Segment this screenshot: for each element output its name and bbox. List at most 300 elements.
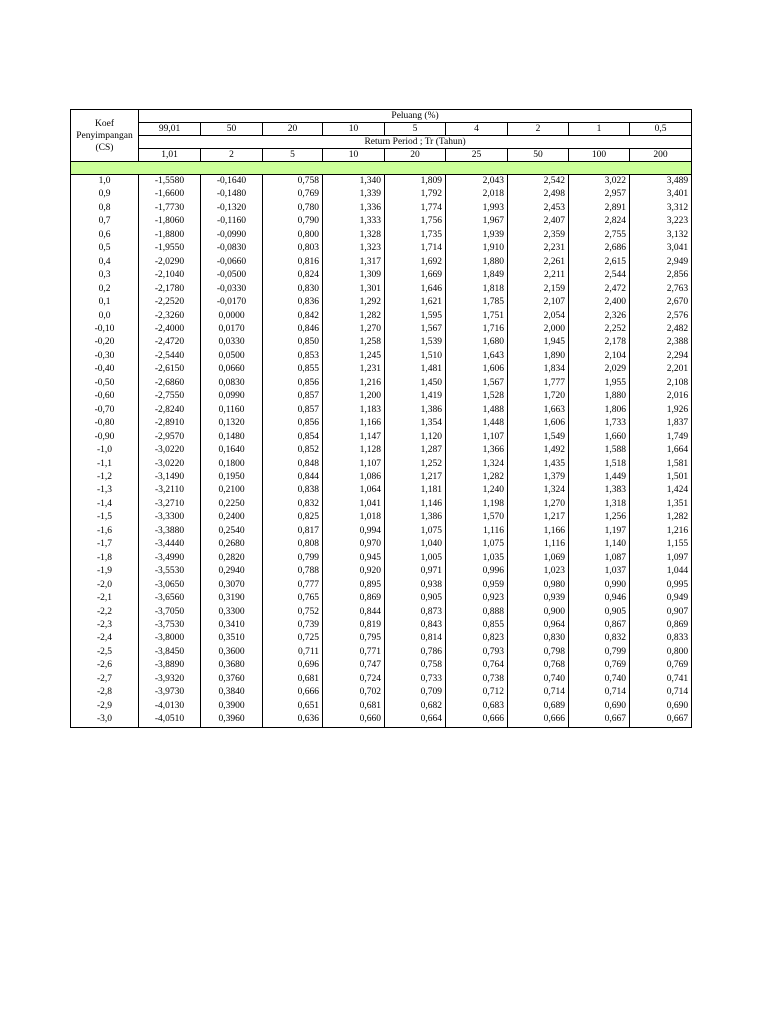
k-value-cell: 1,041 bbox=[323, 498, 385, 511]
k-value-cell: 0,666 bbox=[508, 713, 569, 727]
k-value-cell: 0,846 bbox=[263, 323, 323, 336]
k-value-cell: 0,724 bbox=[323, 673, 385, 686]
k-value-cell: 0,853 bbox=[263, 350, 323, 363]
k-value-cell: 2,108 bbox=[630, 377, 692, 390]
k-value-cell: 0,786 bbox=[385, 646, 446, 659]
k-value-cell: 1,581 bbox=[630, 458, 692, 471]
k-value-cell: -3,0650 bbox=[139, 579, 201, 592]
k-value-cell: 1,075 bbox=[385, 525, 446, 538]
k-value-cell: -0,0330 bbox=[201, 283, 263, 296]
k-value-cell: -3,9730 bbox=[139, 686, 201, 699]
k-value-cell: -0,0660 bbox=[201, 256, 263, 269]
k-value-cell: 1,993 bbox=[446, 202, 508, 215]
table-row bbox=[71, 229, 692, 242]
k-value-cell: 0,769 bbox=[569, 659, 630, 672]
k-value-cell: 0,758 bbox=[263, 175, 323, 189]
k-value-cell: 0,814 bbox=[385, 632, 446, 645]
k-value-cell: 0,777 bbox=[263, 579, 323, 592]
peluang-value-cell: 50 bbox=[201, 123, 263, 136]
k-value-cell: 1,510 bbox=[385, 350, 446, 363]
table-row bbox=[71, 592, 692, 605]
table-row bbox=[71, 310, 692, 323]
k-value-cell: 1,140 bbox=[569, 538, 630, 551]
k-value-cell: 3,312 bbox=[630, 202, 692, 215]
cs-value-cell: 0,0 bbox=[71, 310, 139, 323]
table-row bbox=[71, 215, 692, 228]
k-value-cell: 0,2820 bbox=[201, 552, 263, 565]
k-value-cell: 0,857 bbox=[263, 404, 323, 417]
k-value-cell: 0,964 bbox=[508, 619, 569, 632]
k-value-cell: 0,854 bbox=[263, 431, 323, 444]
table-row bbox=[71, 188, 692, 201]
k-value-cell: 0,798 bbox=[508, 646, 569, 659]
k-value-cell: 0,800 bbox=[263, 229, 323, 242]
k-value-cell: 1,606 bbox=[446, 363, 508, 376]
k-value-cell: -3,3300 bbox=[139, 511, 201, 524]
k-value-cell: 1,910 bbox=[446, 242, 508, 255]
k-value-cell: 0,714 bbox=[569, 686, 630, 699]
k-value-cell: 0,844 bbox=[263, 471, 323, 484]
table-row bbox=[71, 511, 692, 524]
table-row bbox=[71, 552, 692, 565]
k-value-cell: -3,2110 bbox=[139, 484, 201, 497]
k-value-cell: -2,5440 bbox=[139, 350, 201, 363]
k-value-cell: 1,890 bbox=[508, 350, 569, 363]
k-value-cell: -1,8800 bbox=[139, 229, 201, 242]
k-value-cell: 1,181 bbox=[385, 484, 446, 497]
k-value-cell: 0,905 bbox=[385, 592, 446, 605]
k-value-cell: 1,107 bbox=[446, 431, 508, 444]
k-value-cell: 1,323 bbox=[323, 242, 385, 255]
k-value-cell: 1,774 bbox=[385, 202, 446, 215]
k-value-cell: 0,855 bbox=[446, 619, 508, 632]
k-value-cell: 0,888 bbox=[446, 606, 508, 619]
k-value-cell: 1,720 bbox=[508, 390, 569, 403]
cs-value-cell: -2,1 bbox=[71, 592, 139, 605]
table-row bbox=[71, 484, 692, 497]
k-value-cell: 1,258 bbox=[323, 336, 385, 349]
cs-value-cell: -1,6 bbox=[71, 525, 139, 538]
cs-value-cell: -0,10 bbox=[71, 323, 139, 336]
k-value-cell: -3,3880 bbox=[139, 525, 201, 538]
k-value-cell: 1,035 bbox=[446, 552, 508, 565]
k-value-cell: 0,681 bbox=[323, 700, 385, 713]
k-value-cell: 1,643 bbox=[446, 350, 508, 363]
k-value-cell: 1,270 bbox=[508, 498, 569, 511]
k-value-cell: -2,6150 bbox=[139, 363, 201, 376]
k-value-cell: 1,354 bbox=[385, 417, 446, 430]
k-value-cell: -0,1160 bbox=[201, 215, 263, 228]
k-value-cell: 0,780 bbox=[263, 202, 323, 215]
k-value-cell: -3,9320 bbox=[139, 673, 201, 686]
k-value-cell: 1,287 bbox=[385, 444, 446, 457]
k-value-cell: 0,900 bbox=[508, 606, 569, 619]
k-value-cell: 2,482 bbox=[630, 323, 692, 336]
k-value-cell: 0,994 bbox=[323, 525, 385, 538]
k-value-cell: 0,709 bbox=[385, 686, 446, 699]
k-value-cell: 0,771 bbox=[323, 646, 385, 659]
k-value-cell: 0,895 bbox=[323, 579, 385, 592]
k-value-cell: 0,747 bbox=[323, 659, 385, 672]
table-row bbox=[71, 242, 692, 255]
k-value-cell: 2,178 bbox=[569, 336, 630, 349]
k-value-cell: 1,606 bbox=[508, 417, 569, 430]
k-value-cell: -2,9570 bbox=[139, 431, 201, 444]
k-value-cell: 1,379 bbox=[508, 471, 569, 484]
k-value-cell: 0,838 bbox=[263, 484, 323, 497]
k-value-cell: 2,000 bbox=[508, 323, 569, 336]
cs-value-cell: -2,2 bbox=[71, 606, 139, 619]
k-value-cell: -3,2710 bbox=[139, 498, 201, 511]
k-value-cell: 1,756 bbox=[385, 215, 446, 228]
table-row bbox=[71, 686, 692, 699]
k-value-cell: 1,383 bbox=[569, 484, 630, 497]
k-value-cell: 1,128 bbox=[323, 444, 385, 457]
k-value-cell: 0,808 bbox=[263, 538, 323, 551]
k-value-cell: -2,0290 bbox=[139, 256, 201, 269]
k-value-cell: 1,567 bbox=[385, 323, 446, 336]
k-value-cell: 0,869 bbox=[323, 592, 385, 605]
k-value-cell: 1,692 bbox=[385, 256, 446, 269]
cs-value-cell: 0,7 bbox=[71, 215, 139, 228]
k-value-cell: 1,292 bbox=[323, 296, 385, 309]
peluang-value-cell: 10 bbox=[323, 123, 385, 136]
cs-value-cell: 0,6 bbox=[71, 229, 139, 242]
k-value-cell: -0,0170 bbox=[201, 296, 263, 309]
k-value-cell: 1,663 bbox=[508, 404, 569, 417]
return-period-values-row bbox=[71, 149, 692, 162]
k-value-cell: 1,217 bbox=[385, 471, 446, 484]
k-value-cell: 0,824 bbox=[263, 269, 323, 282]
k-value-cell: 0,765 bbox=[263, 592, 323, 605]
k-value-cell: 0,0330 bbox=[201, 336, 263, 349]
table-row bbox=[71, 296, 692, 309]
return-period-value-cell: 25 bbox=[446, 149, 508, 162]
peluang-header: Peluang (%) bbox=[139, 110, 692, 123]
table-row bbox=[71, 713, 692, 727]
k-value-cell: 2,544 bbox=[569, 269, 630, 282]
k-value-cell: 1,481 bbox=[385, 363, 446, 376]
k-value-cell: 0,1950 bbox=[201, 471, 263, 484]
peluang-value-cell: 2 bbox=[508, 123, 569, 136]
k-value-cell: 1,200 bbox=[323, 390, 385, 403]
k-value-cell: -3,0220 bbox=[139, 444, 201, 457]
k-value-cell: -0,0990 bbox=[201, 229, 263, 242]
k-value-cell: 0,1320 bbox=[201, 417, 263, 430]
return-period-value-cell: 200 bbox=[630, 149, 692, 162]
k-value-cell: 1,880 bbox=[446, 256, 508, 269]
k-value-cell: 1,570 bbox=[446, 511, 508, 524]
cs-value-cell: 0,9 bbox=[71, 188, 139, 201]
k-value-cell: 1,005 bbox=[385, 552, 446, 565]
k-value-cell: 1,386 bbox=[385, 511, 446, 524]
k-value-cell: 1,166 bbox=[323, 417, 385, 430]
k-value-cell: 0,823 bbox=[446, 632, 508, 645]
k-value-cell: 0,946 bbox=[569, 592, 630, 605]
k-value-cell: 0,920 bbox=[323, 565, 385, 578]
table-row bbox=[71, 673, 692, 686]
k-value-cell: 1,818 bbox=[446, 283, 508, 296]
k-value-cell: -3,1490 bbox=[139, 471, 201, 484]
table-row bbox=[71, 444, 692, 457]
cs-value-cell: -0,20 bbox=[71, 336, 139, 349]
k-value-cell: 1,336 bbox=[323, 202, 385, 215]
k-value-cell: 1,386 bbox=[385, 404, 446, 417]
k-value-cell: 0,848 bbox=[263, 458, 323, 471]
k-value-cell: 3,132 bbox=[630, 229, 692, 242]
cs-value-cell: -2,9 bbox=[71, 700, 139, 713]
k-value-cell: 0,741 bbox=[630, 673, 692, 686]
k-value-cell: 1,324 bbox=[446, 458, 508, 471]
k-value-cell: 2,359 bbox=[508, 229, 569, 242]
cs-value-cell: -0,50 bbox=[71, 377, 139, 390]
k-value-cell: 1,166 bbox=[508, 525, 569, 538]
header-row-return-period bbox=[71, 136, 692, 149]
cs-value-cell: 0,3 bbox=[71, 269, 139, 282]
table-row bbox=[71, 619, 692, 632]
k-value-cell: 1,837 bbox=[630, 417, 692, 430]
k-value-cell: 1,217 bbox=[508, 511, 569, 524]
table-body bbox=[71, 175, 692, 728]
k-value-cell: -3,5530 bbox=[139, 565, 201, 578]
k-value-cell: 1,037 bbox=[569, 565, 630, 578]
k-value-cell: 1,664 bbox=[630, 444, 692, 457]
k-value-cell: 3,223 bbox=[630, 215, 692, 228]
k-value-cell: 0,660 bbox=[323, 713, 385, 727]
table-row bbox=[71, 390, 692, 403]
k-value-cell: 0,3760 bbox=[201, 673, 263, 686]
k-value-cell: 0,817 bbox=[263, 525, 323, 538]
k-value-cell: 1,549 bbox=[508, 431, 569, 444]
table-row bbox=[71, 632, 692, 645]
k-value-cell: 0,1640 bbox=[201, 444, 263, 457]
k-value-cell: 1,939 bbox=[446, 229, 508, 242]
k-value-cell: 2,107 bbox=[508, 296, 569, 309]
k-value-cell: 0,758 bbox=[385, 659, 446, 672]
k-value-cell: 1,660 bbox=[569, 431, 630, 444]
k-value-cell: 1,231 bbox=[323, 363, 385, 376]
k-value-cell: 1,245 bbox=[323, 350, 385, 363]
k-value-cell: -0,1320 bbox=[201, 202, 263, 215]
table-row bbox=[71, 363, 692, 376]
k-value-cell: 2,498 bbox=[508, 188, 569, 201]
k-value-cell: 1,809 bbox=[385, 175, 446, 189]
cs-value-cell: -2,3 bbox=[71, 619, 139, 632]
table-row bbox=[71, 256, 692, 269]
cs-value-cell: -2,7 bbox=[71, 673, 139, 686]
k-value-cell: 1,680 bbox=[446, 336, 508, 349]
table-row bbox=[71, 659, 692, 672]
k-value-cell: 0,819 bbox=[323, 619, 385, 632]
k-value-cell: 1,120 bbox=[385, 431, 446, 444]
table-row bbox=[71, 538, 692, 551]
k-value-cell: 1,339 bbox=[323, 188, 385, 201]
k-value-cell: 2,824 bbox=[569, 215, 630, 228]
k-value-cell: 1,270 bbox=[323, 323, 385, 336]
k-value-cell: 0,873 bbox=[385, 606, 446, 619]
cs-value-cell: -0,30 bbox=[71, 350, 139, 363]
k-value-cell: 0,907 bbox=[630, 606, 692, 619]
k-value-cell: 0,856 bbox=[263, 377, 323, 390]
k-value-cell: 1,351 bbox=[630, 498, 692, 511]
k-value-cell: 1,419 bbox=[385, 390, 446, 403]
table-row bbox=[71, 579, 692, 592]
k-value-cell: 0,740 bbox=[508, 673, 569, 686]
k-value-cell: 0,856 bbox=[263, 417, 323, 430]
k-value-cell: 0,3190 bbox=[201, 592, 263, 605]
cs-label-line1: Koef bbox=[95, 118, 114, 129]
k-value-cell: 1,282 bbox=[446, 471, 508, 484]
k-value-cell: -2,8240 bbox=[139, 404, 201, 417]
k-value-cell: 0,790 bbox=[263, 215, 323, 228]
cs-value-cell: -1,9 bbox=[71, 565, 139, 578]
k-value-cell: 1,501 bbox=[630, 471, 692, 484]
k-value-cell: 1,282 bbox=[630, 511, 692, 524]
k-value-cell: 1,252 bbox=[385, 458, 446, 471]
header-row-peluang bbox=[71, 110, 692, 123]
k-value-cell: 0,939 bbox=[508, 592, 569, 605]
k-value-cell: 0,2100 bbox=[201, 484, 263, 497]
k-value-cell: 1,588 bbox=[569, 444, 630, 457]
k-value-cell: 2,231 bbox=[508, 242, 569, 255]
k-value-cell: 0,800 bbox=[630, 646, 692, 659]
k-value-cell: -3,4990 bbox=[139, 552, 201, 565]
k-value-cell: 2,029 bbox=[569, 363, 630, 376]
cs-value-cell: -1,8 bbox=[71, 552, 139, 565]
k-value-cell: 1,155 bbox=[630, 538, 692, 551]
k-value-cell: 1,751 bbox=[446, 310, 508, 323]
k-value-cell: -3,8000 bbox=[139, 632, 201, 645]
k-value-cell: 2,388 bbox=[630, 336, 692, 349]
return-period-value-cell: 50 bbox=[508, 149, 569, 162]
k-value-cell: 1,198 bbox=[446, 498, 508, 511]
k-value-cell: 0,830 bbox=[508, 632, 569, 645]
k-value-cell: 1,806 bbox=[569, 404, 630, 417]
k-value-cell: -1,6600 bbox=[139, 188, 201, 201]
k-value-cell: 1,735 bbox=[385, 229, 446, 242]
k-value-cell: 2,018 bbox=[446, 188, 508, 201]
cs-value-cell: -0,40 bbox=[71, 363, 139, 376]
table-row bbox=[71, 606, 692, 619]
cs-value-cell: -3,0 bbox=[71, 713, 139, 727]
peluang-value-cell: 20 bbox=[263, 123, 323, 136]
highlight-band bbox=[71, 162, 692, 175]
k-value-cell: 2,054 bbox=[508, 310, 569, 323]
k-value-cell: 0,1800 bbox=[201, 458, 263, 471]
k-value-cell: -4,0130 bbox=[139, 700, 201, 713]
k-value-cell: 1,621 bbox=[385, 296, 446, 309]
k-value-cell: 0,696 bbox=[263, 659, 323, 672]
cs-value-cell: -1,0 bbox=[71, 444, 139, 457]
k-value-cell: 0,725 bbox=[263, 632, 323, 645]
table-row bbox=[71, 700, 692, 713]
k-value-cell: -0,1640 bbox=[201, 175, 263, 189]
cs-value-cell: -1,4 bbox=[71, 498, 139, 511]
table-row bbox=[71, 202, 692, 215]
table-row bbox=[71, 323, 692, 336]
table-row bbox=[71, 458, 692, 471]
k-value-cell: 0,682 bbox=[385, 700, 446, 713]
k-value-cell: 0,867 bbox=[569, 619, 630, 632]
k-value-cell: 0,664 bbox=[385, 713, 446, 727]
k-value-cell: -3,7530 bbox=[139, 619, 201, 632]
k-value-cell: 1,448 bbox=[446, 417, 508, 430]
k-value-cell: 1,216 bbox=[630, 525, 692, 538]
k-value-cell: 1,714 bbox=[385, 242, 446, 255]
k-value-cell: 0,689 bbox=[508, 700, 569, 713]
k-value-cell: 1,539 bbox=[385, 336, 446, 349]
k-value-cell: -1,8060 bbox=[139, 215, 201, 228]
table-row bbox=[71, 646, 692, 659]
k-value-cell: 0,690 bbox=[569, 700, 630, 713]
k-value-cell: 0,799 bbox=[263, 552, 323, 565]
k-value-cell: 0,970 bbox=[323, 538, 385, 551]
k-value-cell: 3,401 bbox=[630, 188, 692, 201]
k-value-cell: 0,769 bbox=[263, 188, 323, 201]
k-value-cell: 1,945 bbox=[508, 336, 569, 349]
k-value-cell: 1,087 bbox=[569, 552, 630, 565]
k-value-cell: 2,453 bbox=[508, 202, 569, 215]
k-value-cell: 1,318 bbox=[569, 498, 630, 511]
peluang-value-cell: 99,01 bbox=[139, 123, 201, 136]
k-value-cell: 0,711 bbox=[263, 646, 323, 659]
k-value-cell: -1,7730 bbox=[139, 202, 201, 215]
k-value-cell: 0,959 bbox=[446, 579, 508, 592]
cs-label-line3: (CS) bbox=[95, 142, 114, 153]
k-value-cell: 0,714 bbox=[630, 686, 692, 699]
k-value-cell: -0,0830 bbox=[201, 242, 263, 255]
k-value-cell: 1,528 bbox=[446, 390, 508, 403]
k-value-cell: 0,2250 bbox=[201, 498, 263, 511]
k-value-cell: 0,690 bbox=[630, 700, 692, 713]
k-value-cell: 1,146 bbox=[385, 498, 446, 511]
k-value-cell: 0,3300 bbox=[201, 606, 263, 619]
k-value-cell: 2,400 bbox=[569, 296, 630, 309]
k-value-cell: 1,333 bbox=[323, 215, 385, 228]
k-value-cell: 0,2680 bbox=[201, 538, 263, 551]
cs-value-cell: -1,5 bbox=[71, 511, 139, 524]
k-value-cell: 1,282 bbox=[323, 310, 385, 323]
k-value-cell: 1,449 bbox=[569, 471, 630, 484]
k-value-cell: 2,326 bbox=[569, 310, 630, 323]
table-row bbox=[71, 525, 692, 538]
k-value-cell: 0,651 bbox=[263, 700, 323, 713]
k-value-cell: 0,3840 bbox=[201, 686, 263, 699]
k-value-cell: 1,435 bbox=[508, 458, 569, 471]
k-value-cell: 1,450 bbox=[385, 377, 446, 390]
k-value-cell: 1,324 bbox=[508, 484, 569, 497]
table-row bbox=[71, 498, 692, 511]
k-value-cell: 2,949 bbox=[630, 256, 692, 269]
k-value-cell: 1,328 bbox=[323, 229, 385, 242]
k-value-cell: 0,996 bbox=[446, 565, 508, 578]
k-value-cell: 0,3410 bbox=[201, 619, 263, 632]
k-value-cell: -0,1480 bbox=[201, 188, 263, 201]
k-value-cell: 1,116 bbox=[446, 525, 508, 538]
k-value-cell: -2,1040 bbox=[139, 269, 201, 282]
k-value-cell: -1,5580 bbox=[139, 175, 201, 189]
k-value-cell: 1,567 bbox=[446, 377, 508, 390]
k-value-cell: 0,803 bbox=[263, 242, 323, 255]
table-row bbox=[71, 404, 692, 417]
k-value-cell: 3,022 bbox=[569, 175, 630, 189]
k-value-cell: 0,712 bbox=[446, 686, 508, 699]
k-value-cell: 0,869 bbox=[630, 619, 692, 632]
k-value-cell: 2,670 bbox=[630, 296, 692, 309]
peluang-value-cell: 1 bbox=[569, 123, 630, 136]
k-value-cell: 0,3600 bbox=[201, 646, 263, 659]
k-value-cell: 0,739 bbox=[263, 619, 323, 632]
